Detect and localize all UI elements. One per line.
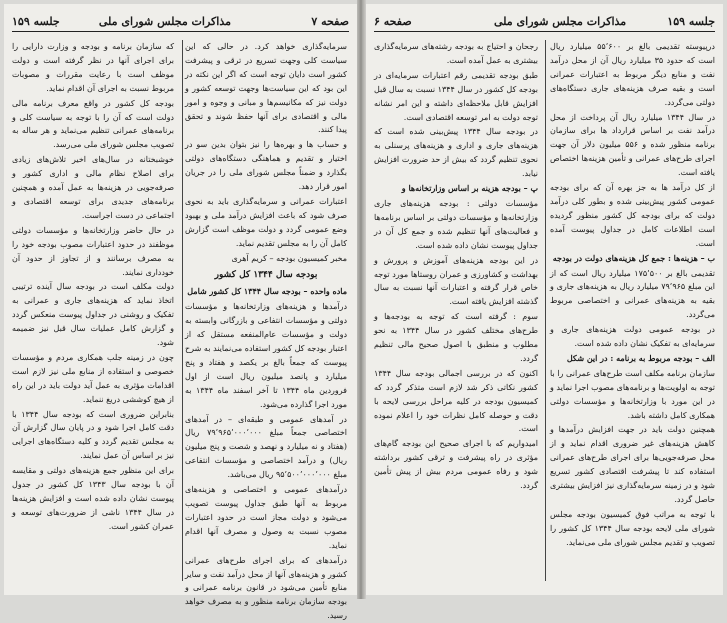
left-page-header: [12, 12, 349, 32]
paragraph: دولت مکلف است در بودجه سال آینده ترتیبی اتخاذ نماید که هزینه‌های جاری و عمرانی به تفکیک و روشنی در جداول پیوست منعکس گردد و گزارش کامل عملیات سال قبل نیز ضمیمه شود.: [12, 282, 174, 348]
paragraph: در آمدهای عمومی و طبقه‌ای – در آمدهای اختصاصی جمعاً مبلغ ۷۹٬۹۶۵٬۰۰۰٬۰۰۰ ریال (هفتاد و نه میلیارد و نهصد و شصت و پنج میلیون ریال) و درآمد اختصاصی و مؤسسات انتفاعی مبلغ ۹۵٬۵۰۰٬۰۰۰٬۰۰۰ ریال می‌باشد.: [185, 414, 347, 480]
paragraph: خوشبختانه در سال‌های اخیر تلاش‌های زیادی برای اصلاح نظام مالی و اداری کشور و صرفه‌جویی در هزینه‌ها به عمل آمده و همچنین برنامه‌های جدیدی برای توسعه اقتصادی و اجتماعی در دست اجراست.: [12, 155, 174, 220]
right-page-left-column: [374, 40, 538, 581]
paragraph: سرمایه‌گذاری خواهد کرد. در حالی که این سیاست کلی وجهت تسریع در ترقی و پیشرفت کشور است دایان توجه است که اگر این نکته در این بود که این سیاست‌ها وجهت توسعه کشور و دولت نیز که مکانیسم‌ها و مبانی و وجوه و امور مالی و اقتصادی برای آنها حفظ شوند و تحقق پیدا کنند.: [185, 42, 347, 135]
book-gutter: [357, 0, 366, 599]
paragraph: در سال ۱۳۴۴ میلیارد ریال آن پرداخت از محل درآمد نفت بر اساس قرارداد ها برای سازمان برنامه منظور شده و ۵۵۶ میلیون دلار آن جهت اجرای طرح‌های عمرانی و تأمین هزینه‌ها اختصاص یافته است.: [550, 112, 716, 178]
column-divider: [182, 40, 183, 581]
paragraph: برای این منظور جمع هزینه‌های دولتی و مقایسه آن با بودجه سال ۱۳۴۳ کل کشور در جدول پیوست نشان داده شده است و افزایش هزینه‌ها در سال ۱۳۴۴ ناشی از ضرورت‌های توسعه و عمران کشور است.: [12, 466, 175, 531]
paragraph: و حساب ها و بهره‌ها را نیز بتوان بدین سو در اختیار و تقدیم و هماهنگی دستگاه‌های دولتی بگذارد و ضمناً مجلس شورای ملی را در جریان امور قرار دهد.: [185, 140, 347, 192]
paragraph: در حال حاضر وزارتخانه‌ها و مؤسسات دولتی موظفند در حدود اعتبارات مصوب بودجه خود را به مصرف برسانند و از تجاوز از حدود آن خودداری نمایند.: [12, 225, 174, 277]
running-title: مذاکرات مجلس شورای ملی: [98, 15, 231, 28]
paragraph: بودجه کل کشور در واقع معرف برنامه مالی دولت است که آن را با توجه به سیاست کلی و برنامه‌های عمرانی تنظیم می‌نماید و هر ساله به تصویب مجلس شورای ملی می‌رسد.: [12, 98, 174, 150]
paragraph: که سازمان برنامه و بودجه و وزارت دارایی را برای اجرای آنها در نظر گرفته است و دولت موظف است با رعایت مقررات و مصوبات مربوط نسبت به اجرای آن اقدام نماید.: [12, 42, 174, 93]
section-heading: بودجه سال ۱۳۴۴ کل کشور: [214, 269, 318, 280]
paragraph: بنابراین ضروری است که بودجه سال ۱۳۴۴ با دقت کامل اجرا شود و در پایان سال گزارش آن به مجلس تقدیم گردد و کلیه دستگاه‌های اجرایی نیز بر اساس آن عمل نمایند.: [12, 409, 174, 461]
header-rule: [374, 31, 715, 32]
paragraph: ب – هزینه‌ها : جمع کل هزینه‌های دولت در بودجه: [552, 252, 715, 263]
paragraph: اکنون که در بررسی اجمالی بودجه سال ۱۳۴۴ کشور نکاتی ذکر شد لازم است متذکر گردد که کمیسیون بودجه در کلیه مراحل بررسی لایحه با دقت و حوصله کامل نظرات خود را اعلام نموده است.: [374, 368, 538, 434]
paragraph: مؤسسات دولتی : بودجه هزینه‌های جاری وزارتخانه‌ها و مؤسسات دولتی بر اساس برنامه‌ها و فعالیت‌های آنها تنظیم شده و جمع کل آن در جداول پیوست نشان داده شده است.: [374, 198, 538, 250]
paragraph: امیدواریم که با اجرای صحیح این بودجه گام‌های مؤثری در راه پیشرفت و ترقی کشور برداشته شود و رفاه عمومی مردم بیش از پیش تأمین گردد.: [374, 439, 538, 491]
paragraph: طبق بودجه تقدیمی رقم اعتبارات سرمایه‌ای در بودجه کل کشور در سال ۱۳۴۴ نسبت به سال قبل افزایش قابل ملاحظه‌ای داشته و این امر نشانه توجه دولت به امر توسعه اقتصادی است.: [374, 70, 538, 122]
paragraph: در بودجه سال ۱۳۴۴ پیش‌بینی شده است که هزینه‌های جاری و اداری و هزینه‌های پرسنلی به نحوی تنظیم گردد که بیش از حد ضرورت افزایش نیابد.: [374, 127, 538, 179]
right-page: [366, 4, 723, 595]
session-label: جلسه ۱۵۹: [667, 15, 715, 28]
paragraph: پ – بودجه هزینه بر اساس وزارتخانه‌ها و: [401, 183, 538, 194]
header-rule: [12, 31, 349, 32]
paragraph: درآمدها و هزینه‌های وزارتخانه‌ها و مؤسسات دولتی و مؤسسات انتفاعی و بازرگانی وابسته به دولت و مؤسسات عام‌المنفعه مستقل که از اعتبار بودجه کل کشور استفاده می‌نمایند به شرح پیوست که جمعاً بالغ بر یکصد و هفتاد و پنج میلیارد و پانصد میلیون ریال است از اول فروردین ماه ۱۳۴۴ تا آخر اسفند ماه ۱۳۴۴ به مورد اجرا گذارده می‌شود.: [185, 302, 347, 409]
paragraph: با توجه به مراتب فوق کمیسیون بودجه مجلس شورای ملی لایحه بودجه سال ۱۳۴۴ کل کشور را تصویب و تقدیم مجلس شورای ملی می‌نماید.: [550, 509, 715, 547]
running-title: مذاکرات مجلس شورای ملی: [494, 15, 627, 28]
left-page-right-column: [185, 40, 347, 621]
right-page-right-column: [550, 40, 715, 581]
paragraph: ماده واحده – بودجه سال ۱۳۴۴ کل کشور شامل: [187, 286, 347, 297]
paragraph: در بودجه عمومی دولت هزینه‌های جاری و سرمایه‌ای به تفکیک نشان داده شده است.: [550, 325, 715, 349]
paragraph: سوم : گرفته است که توجه به بودجه‌ها و طرح‌های مختلف کشور در سال ۱۳۴۴ به نحو مطلوب و منطبق با اصول صحیح مالی تنظیم گردد.: [374, 312, 538, 363]
paragraph: درپیوسته تقدیمی بالغ بر ۵۵٬۶۰۰ میلیارد ریال است که حدود ۳۵ میلیارد ریال آن از محل درآمد نفت و منابع دیگر مربوط به اعتبارات عمرانی است و بقیه صرف هزینه‌های جاری دستگاه‌های دولتی می‌گردد.: [550, 42, 716, 107]
paragraph: درآمدهای که برای اجرای طرح‌های عمرانی کشور و هزینه‌های آنها از محل درآمد نفت و سایر منابع تأمین می‌شود در قانون برنامه عمرانی و بودجه سازمان برنامه منظور و به مصرف خواهد رسید.: [185, 555, 347, 621]
paragraph: درآمدهای عمومی و اختصاصی و هزینه‌های مربوط به آنها طبق جداول پیوست تصویب می‌شود و دولت مجاز است در حدود اعتبارات مصوب نسبت به وصول و مصرف آنها اقدام نماید.: [185, 485, 347, 550]
left-page: [4, 4, 357, 621]
paragraph: رجحان و احتیاج به بودجه رشته‌های سرمایه‌گذاری بیشتری به عمل آمده است.: [374, 42, 538, 65]
paragraph: در این بودجه هزینه‌های آموزش و پرورش و بهداشت و کشاورزی و عمران روستاها مورد توجه خاص قرار گرفته و اعتبارات آنها نسبت به سال گذشته افزایش یافته است.: [374, 255, 538, 307]
paragraph: چون در زمینه جلب همکاری مردم و مؤسسات خصوصی و استفاده از منابع ملی نیز لازم است اقدامات مؤثری به عمل آید دولت باید در این راه از هیچ کوششی دریغ ننماید.: [12, 352, 174, 404]
paragraph: الف – بودجه مربوط به برنامه : در این شکل: [566, 352, 715, 363]
paragraph: سازمان برنامه مکلف است طرح‌های عمرانی را با توجه به اولویت‌ها و برنامه‌های مصوب اجرا نماید و در این مورد با وزارتخانه‌ها و مؤسسات دولتی همکاری کامل داشته باشد.: [550, 368, 715, 420]
session-label: جلسه ۱۵۹: [12, 15, 60, 28]
right-page-header: [374, 12, 715, 32]
paragraph: تقدیمی بالغ بر ۱۷۵٬۵۰۰ میلیارد ریال است که از این مبلغ ۷۹٬۹۶۵ میلیارد ریال به هزینه‌های جاری و بقیه به هزینه‌های عمرانی و اختصاصی مربوط می‌گردد.: [550, 268, 715, 320]
left-page-left-column: [12, 40, 174, 581]
paragraph: همچنین دولت باید در جهت افزایش درآمدها و کاهش هزینه‌های غیر ضروری اقدام نماید و از محل صرفه‌جویی‌ها برای اجرای طرح‌های عمرانی استفاده کند تا پیشرفت اقتصادی کشور تسریع شود و در زمینه سرمایه‌گذاری نیز افزایش بیشتری حاصل گردد.: [550, 425, 715, 504]
paragraph: اعتبارات عمرانی و سرمایه‌گذاری باید به نحوی صرف شود که باعث افزایش درآمد ملی و بهبود وضع عمومی گردد و دولت موظف است گزارش کامل آن را به مجلس تقدیم نماید.: [185, 196, 347, 248]
page-label: صفحه ۷: [311, 15, 349, 28]
column-divider: [545, 40, 546, 581]
page-label: صفحه ۶: [374, 15, 412, 28]
paragraph: مخبر کمیسیون بودجه – کریم آهری: [231, 253, 347, 263]
paragraph: از کل درآمد ها به جز بهره آن که برای بودجه عمومی کشور پیش‌بینی شده و بطور کلی درآمد دولت که برای بودجه کل کشور منظور گردیده است اطلاعات کامل در جداول پیوست آمده است.: [550, 183, 715, 248]
